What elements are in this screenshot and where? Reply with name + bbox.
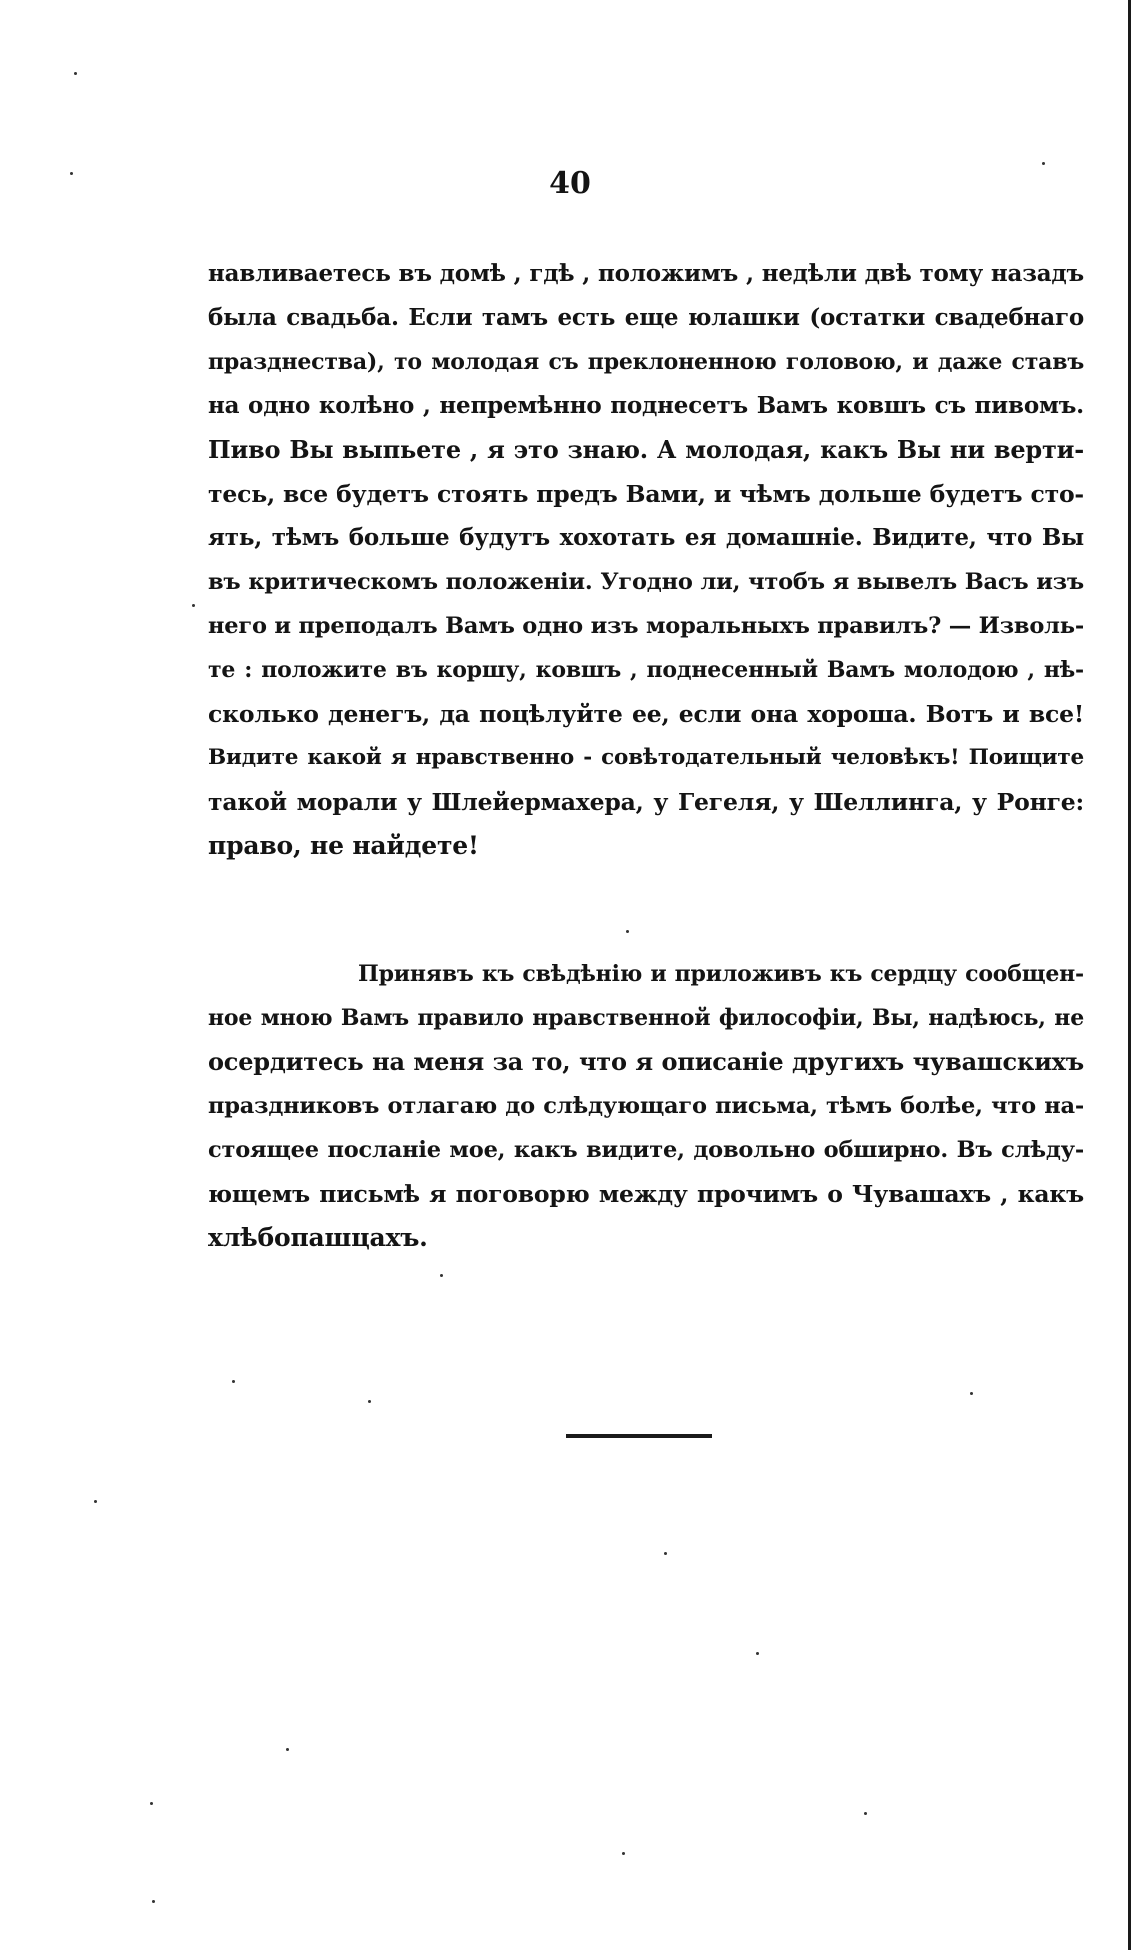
scan-speck — [664, 1552, 667, 1555]
paragraph-2 — [208, 952, 1084, 1260]
text-line: празднества), то молодая съ преклоненною головою, и даже ставъ — [208, 349, 1084, 375]
text-line: те : положите въ коршу, ковшъ , поднесенный Вамъ молодою , нѣ- — [208, 657, 1084, 683]
page-edge-line — [1128, 0, 1131, 1950]
scan-speck — [150, 1802, 153, 1805]
text-line: Видите какой я нравственно - совѣтодательный человѣкъ! Поищите — [208, 745, 1084, 770]
text-line: ное мною Вамъ правило нравственной философіи, Вы, надѣюсь, не — [208, 1005, 1084, 1031]
scan-speck — [286, 1748, 289, 1751]
scan-speck — [232, 1380, 235, 1383]
text-line: была свадьба. Если тамъ есть еще юлашки (остатки свадебнаго — [208, 304, 1084, 331]
scan-speck — [864, 1812, 867, 1815]
text-line: сколько денегъ, да поцѣлуйте ее, если она хороша. Вотъ и все! — [208, 700, 1084, 728]
scan-speck — [70, 172, 73, 175]
scan-speck — [622, 1852, 625, 1855]
scan-speck — [74, 72, 77, 75]
text-line: стоящее посланіе мое, какъ видите, довольно обширно. Въ слѣду- — [208, 1137, 1084, 1163]
scan-speck — [970, 1392, 973, 1395]
text-line: ять, тѣмъ больше будутъ хохотать ея домашніе. Видите, что Вы — [208, 524, 1084, 551]
scan-speck — [440, 1274, 443, 1277]
text-line: хлѣбопашцахъ. — [208, 1223, 428, 1252]
scan-speck — [368, 1400, 371, 1403]
text-line: него и преподалъ Вамъ одно изъ моральныхъ правилъ? — Изволь- — [208, 613, 1084, 639]
scan-speck — [1042, 162, 1045, 165]
closing-rule — [566, 1434, 712, 1438]
paragraph-1 — [208, 252, 1084, 868]
text-line: осердитесь на меня за то, что я описаніе другихъ чувашскихъ — [208, 1047, 1084, 1076]
text-line: навливаетесь въ домѣ , гдѣ , положимъ , недѣли двѣ тому назадъ — [208, 260, 1084, 287]
scan-speck — [94, 1500, 97, 1503]
text-line: Принявъ къ свѣдѣнію и приложивъ къ сердцу сообщен- — [358, 961, 1084, 987]
text-line: Пиво Вы выпьете , я это знаю. А молодая, какъ Вы ни верти- — [208, 435, 1084, 464]
text-line: такой морали у Шлейермахера, у Гегеля, у Шеллинга, у Ронге: — [208, 788, 1084, 816]
scan-speck — [626, 930, 629, 933]
text-line: тесь, все будетъ стоять предъ Вами, и чѣмъ дольше будетъ сто- — [208, 480, 1084, 508]
scan-speck — [756, 1652, 759, 1655]
text-line: право, не найдете! — [208, 831, 479, 860]
scan-speck — [192, 604, 195, 607]
scan-speck — [152, 1900, 155, 1903]
page-number: 40 — [549, 166, 591, 201]
text-line: въ критическомъ положеніи. Угодно ли, чтобъ я вывелъ Васъ изъ — [208, 569, 1084, 595]
text-line: на одно колѣно , непремѣнно поднесетъ Вамъ ковшъ съ пивомъ. — [208, 392, 1084, 419]
text-line: ющемъ письмѣ я поговорю между прочимъ о Чувашахъ , какъ — [208, 1180, 1084, 1208]
text-line: праздниковъ отлагаю до слѣдующаго письма, тѣмъ болѣе, что на- — [208, 1093, 1084, 1119]
